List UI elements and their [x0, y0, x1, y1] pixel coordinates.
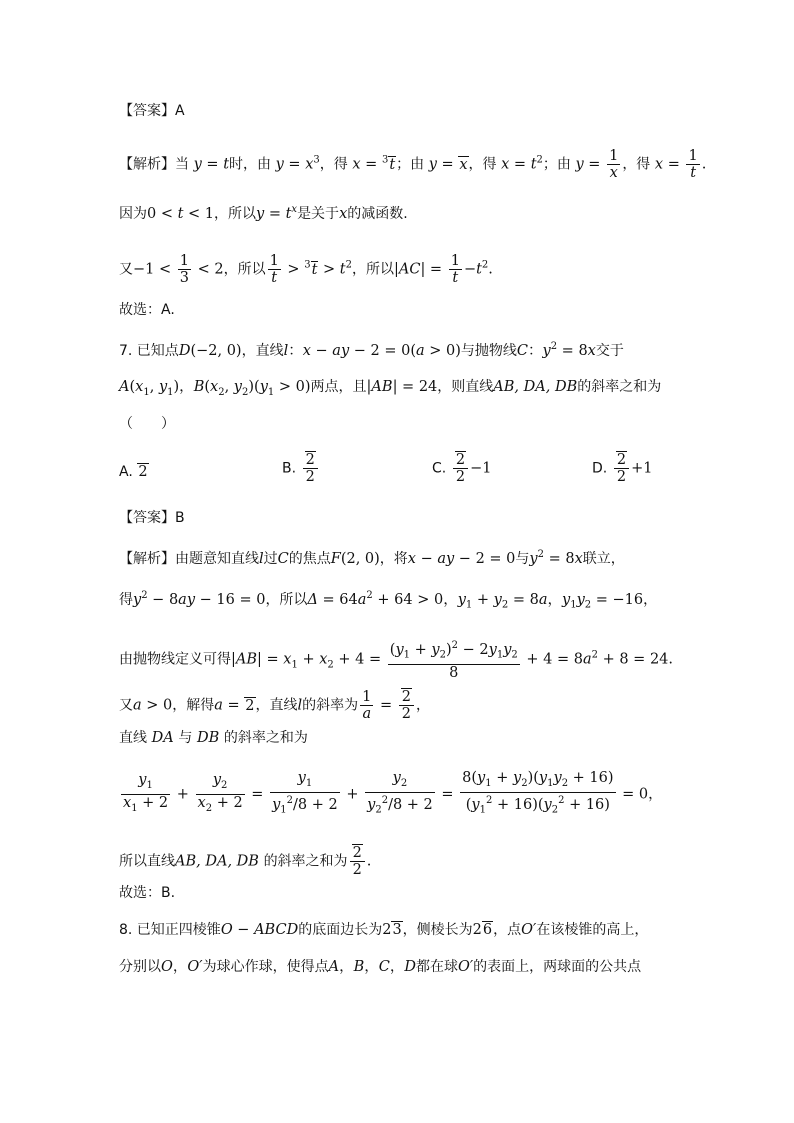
text: 又 — [119, 261, 133, 278]
q7-option-a[interactable]: A. 2 — [119, 464, 148, 480]
text: ；由 — [396, 156, 425, 173]
text: ， — [416, 697, 430, 714]
q6-analysis-line1: 【解析】当 y = t时，由 $y = x^3$，得 x = $^3$t；由 y = x，得 $x = t^2$；由 y = $\frac{1}{x}$ ，得 x = $\frac{1}{t}$ . — [119, 148, 707, 181]
text: . — [488, 261, 493, 278]
text: ，得 — [319, 156, 348, 173]
text: 得 — [119, 591, 133, 608]
text: 是关于 — [297, 205, 340, 222]
option-label: D. — [592, 460, 608, 477]
q7-analysis-formula: $\frac{y_1}{x_1 + 2}$ + $\frac{y_2}{x_2 + 2}$ = $\frac{y_1}{y_1^2/8 + 2}$ + $\frac{y_2}{y_2^2/8 + 2}$ = $\frac{8(y_1 + y_2)(y_1y_2 + 16)}{(y_1^2 + 16)(y_2^2 + 16)}$ = 0， — [123, 770, 663, 816]
text: ，得 — [468, 156, 497, 173]
q8-line1: 8. 已知正四棱锥O − ABCD的底面边长为23，侧棱长为26，点O′在该棱锥的高上， — [119, 922, 649, 938]
text: ，点 — [493, 922, 522, 938]
option-label: B. — [282, 460, 297, 477]
q7-analysis-line5: 直线 DA 与 DB 的斜率之和为 — [119, 730, 308, 746]
text: 都在球 — [415, 959, 458, 975]
text: 的底面边长为 — [298, 922, 383, 938]
q7-option-d[interactable]: D. $\frac{2}{2}$ +1 — [592, 452, 653, 485]
text: 为球心作球，使得点 — [202, 959, 329, 975]
q7-line1: 7. 已知点D(−2, 0)，直线l：x − ay − 2 = 0(a > 0)与抛物线C：$y^2 = 8x$交于 — [119, 341, 624, 359]
text: 所以直线 — [119, 853, 175, 870]
text: 又 — [119, 697, 133, 714]
text: . — [366, 853, 372, 870]
text: 与 — [178, 730, 193, 746]
text: 的斜率为 — [302, 697, 359, 714]
q7-analysis-line2: 得$y^2 - 8ay - 16 = 0$，所以$\Delta = 64a^2 + 64 > 0$，$y_1 + y_2 = 8a$，$y_1y_2 = -16$， — [119, 590, 658, 611]
text: ，解得 — [172, 697, 215, 714]
text: 的斜率之和为 — [223, 730, 308, 746]
option-label: C. — [432, 460, 447, 477]
text: 因为 — [119, 205, 147, 222]
q7-option-c[interactable]: C. $\frac{2}{2}$ −1 — [432, 452, 492, 485]
text: 的斜率之和为 — [263, 853, 348, 870]
text: ，将 — [379, 550, 408, 567]
text: 时，由 — [229, 156, 272, 173]
text: ， — [643, 591, 658, 608]
text: ，则直线 — [437, 379, 494, 395]
q7-analysis-line4: 又a > 0，解得a = 2，直线l的斜率为 $\frac{1}{a}$ = $\frac{2}{2}$ ， — [119, 689, 430, 722]
q7-analysis-line3: 由抛物线定义可得$|AB| = x_1 + x_2 + 4$ = $\frac{(y_1 + y_2)^2 - 2y_1y_2}{8}$ + $4 = 8a^2 + 8 = 24$. — [119, 640, 674, 681]
q6-answer: 【答案】A — [119, 103, 185, 119]
q7-paren: （ ） — [119, 416, 175, 432]
text: 过 — [263, 550, 278, 567]
q6-choose: 故选：A. — [119, 302, 175, 318]
text: 由题意知直线 — [175, 550, 259, 567]
q8-line2: 分别以O，O′为球心作球，使得点A，B，C，D都在球O′的表面上，两球面的公共点 — [119, 959, 642, 975]
text: ；由 — [542, 156, 571, 173]
text: 直线 — [119, 730, 147, 746]
text: 分别以 — [119, 959, 161, 975]
text: 的焦点 — [288, 550, 331, 567]
text: 交于 — [595, 342, 624, 359]
q7-option-b[interactable]: B. $\frac{2}{2}$ — [282, 452, 320, 485]
text: 的表面上，两球面的公共点 — [473, 959, 642, 975]
text: 两点，且 — [310, 379, 367, 395]
text: ，所以 — [265, 591, 308, 608]
text: ，侧棱长为 — [402, 922, 473, 938]
text: ，直线 — [241, 342, 284, 359]
text: ，所以 — [214, 205, 257, 222]
text: ，所以 — [223, 261, 266, 278]
q6-analysis-line2: 因为0 < t < 1，所以$y = t^x$是关于x的减函数. — [119, 204, 408, 222]
text: ，得 — [622, 156, 651, 173]
text: ，直线 — [255, 697, 298, 714]
text: ，所以 — [351, 261, 394, 278]
question-number: 8. 已知正四棱锥 — [119, 922, 221, 938]
q7-choose: 故选：B. — [119, 885, 176, 901]
q7-analysis-line1: 【解析】由题意知直线l过C的焦点F(2, 0)，将x − ay − 2 = 0与$y^2 = 8x$联立， — [119, 549, 625, 567]
text: 联立， — [582, 550, 625, 567]
analysis-tag: 【解析】 — [119, 156, 175, 173]
text: 在该棱锥的高上， — [536, 922, 649, 938]
text: 当 — [175, 156, 189, 173]
text: 的减函数. — [347, 205, 408, 222]
text: 的斜率之和为 — [577, 379, 662, 395]
text: 由抛物线定义可得 — [119, 651, 231, 668]
text: . — [701, 156, 707, 173]
text: 与 — [515, 550, 530, 567]
question-number: 7. 已知点 — [119, 342, 179, 359]
text: 与抛物线 — [460, 342, 517, 359]
option-label: A. — [119, 464, 133, 480]
q7-line2: $A(x_1$, $y_1$)，$B(x_2$, $y_2)(y_1 > 0)$两点，且|AB| = 24，则直线AB, DA, DB的斜率之和为 — [119, 379, 662, 398]
q7-analysis-line7: 所以直线AB, DA, DB 的斜率之和为 $\frac{2}{2}$ . — [119, 845, 372, 878]
q7-answer: 【答案】B — [119, 510, 185, 526]
analysis-tag: 【解析】 — [119, 550, 175, 567]
q6-analysis-line3: 又−1 < $\frac{1}{3}$ < 2，所以 $\frac{1}{t}$ > $^3t > t^2$，所以|AC| = $\frac{1}{t}$ $-t^2$. — [119, 253, 493, 286]
